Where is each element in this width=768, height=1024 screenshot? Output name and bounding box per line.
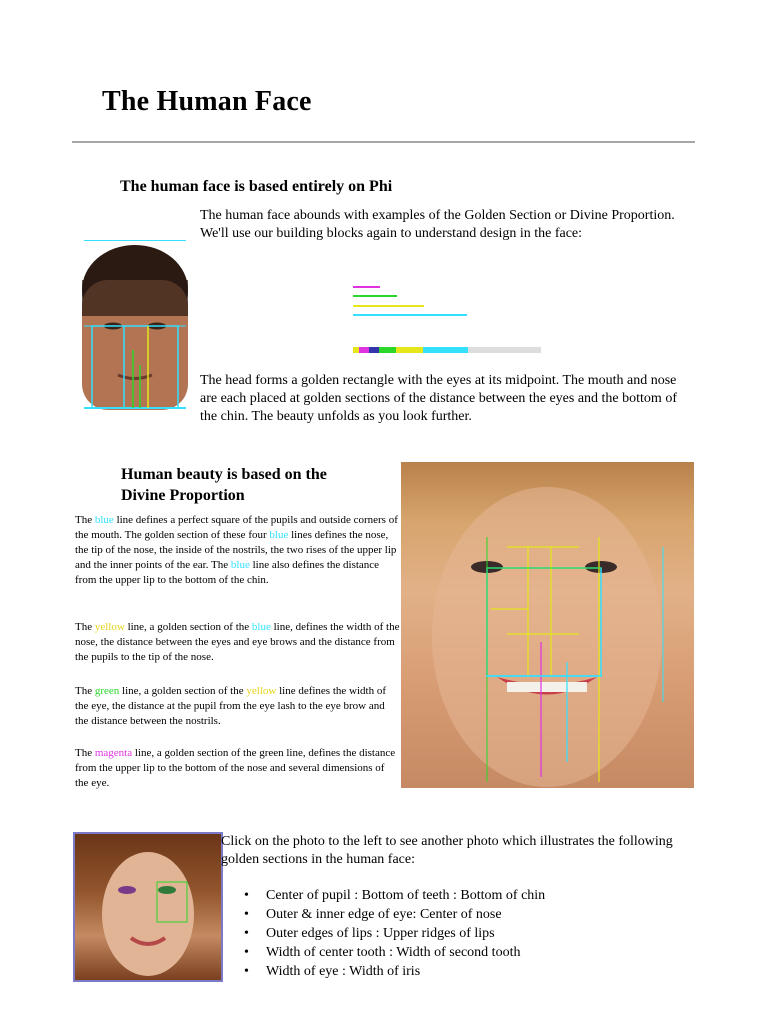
man-face-photo[interactable] (78, 240, 192, 412)
golden-sections-list (244, 886, 545, 981)
section2-heading (121, 464, 327, 506)
blue-word: blue (269, 529, 289, 541)
blue-line-paragraph: The blue line defines a perfect square of the pupils and outside corners of the mouth. The golden section of these four blue lines defines the nose, the tip of the nose, the inside of the nostrils, the two rises of the upper lip and the inner points of the ear. The blue line also defines the distance from the upper lip to the bottom of the chin. (75, 514, 398, 586)
section1-intro: The human face abounds with examples of the Golden Section or Divine Proportion. We'll use our building blocks again to understand design in the face: (200, 208, 675, 241)
list-item: • Width of center tooth : Width of second tooth (266, 943, 545, 962)
girl-face-illustration (75, 834, 221, 980)
green-word: green (94, 685, 120, 697)
blue-word: blue (251, 621, 271, 633)
golden-ratio-overlay (401, 462, 694, 788)
list-item: • Width of eye : Width of iris (266, 962, 545, 981)
section1-body: The head forms a golden rectangle with the eyes at its midpoint. The mouth and nose are each placed at golden sections of the distance between the eyes and the bottom of the chin. The beauty unfolds as you look further. (200, 373, 677, 424)
list-item: • Outer edges of lips : Upper ridges of lips (266, 924, 545, 943)
blue-word: blue (94, 514, 114, 526)
blue-word: blue (230, 559, 250, 571)
title-divider (72, 141, 695, 143)
phi-building-blocks-diagram (350, 283, 545, 357)
section3-intro: Click on the photo to the left to see another photo which illustrates the following golden sections in the human face: (221, 834, 673, 867)
section1-heading: The human face is based entirely on Phi (120, 178, 393, 195)
list-item: • Outer & inner edge of eye: Center of nose (266, 905, 545, 924)
yellow-word: yellow (246, 685, 277, 697)
section2-heading-line1: Human beauty is based on the (121, 466, 327, 483)
section2-heading-line2: Divine Proportion (121, 487, 245, 504)
woman-face-photo (401, 462, 694, 788)
green-line-paragraph: The green line, a golden section of the yellow line defines the width of the eye, the distance at the pupil from the eye lash to the eye brow and the distance between the nostrils. (75, 685, 386, 727)
yellow-line-paragraph: The yellow line, a golden section of the blue line, defines the width of the nose, the distance between the eyes and eye brows and the distance from the pupils to the tip of the nose. (75, 621, 400, 663)
magenta-word: magenta (94, 747, 133, 759)
yellow-word: yellow (94, 621, 125, 633)
girl-face-photo-link[interactable] (73, 832, 223, 982)
magenta-line-paragraph: The magenta line, a golden section of the green line, defines the distance from the upper lip to the bottom of the nose and several dimensions of the eye. (75, 747, 396, 789)
list-item: • Center of pupil : Bottom of teeth : Bottom of chin (266, 886, 545, 905)
page-title: The Human Face (102, 86, 312, 117)
